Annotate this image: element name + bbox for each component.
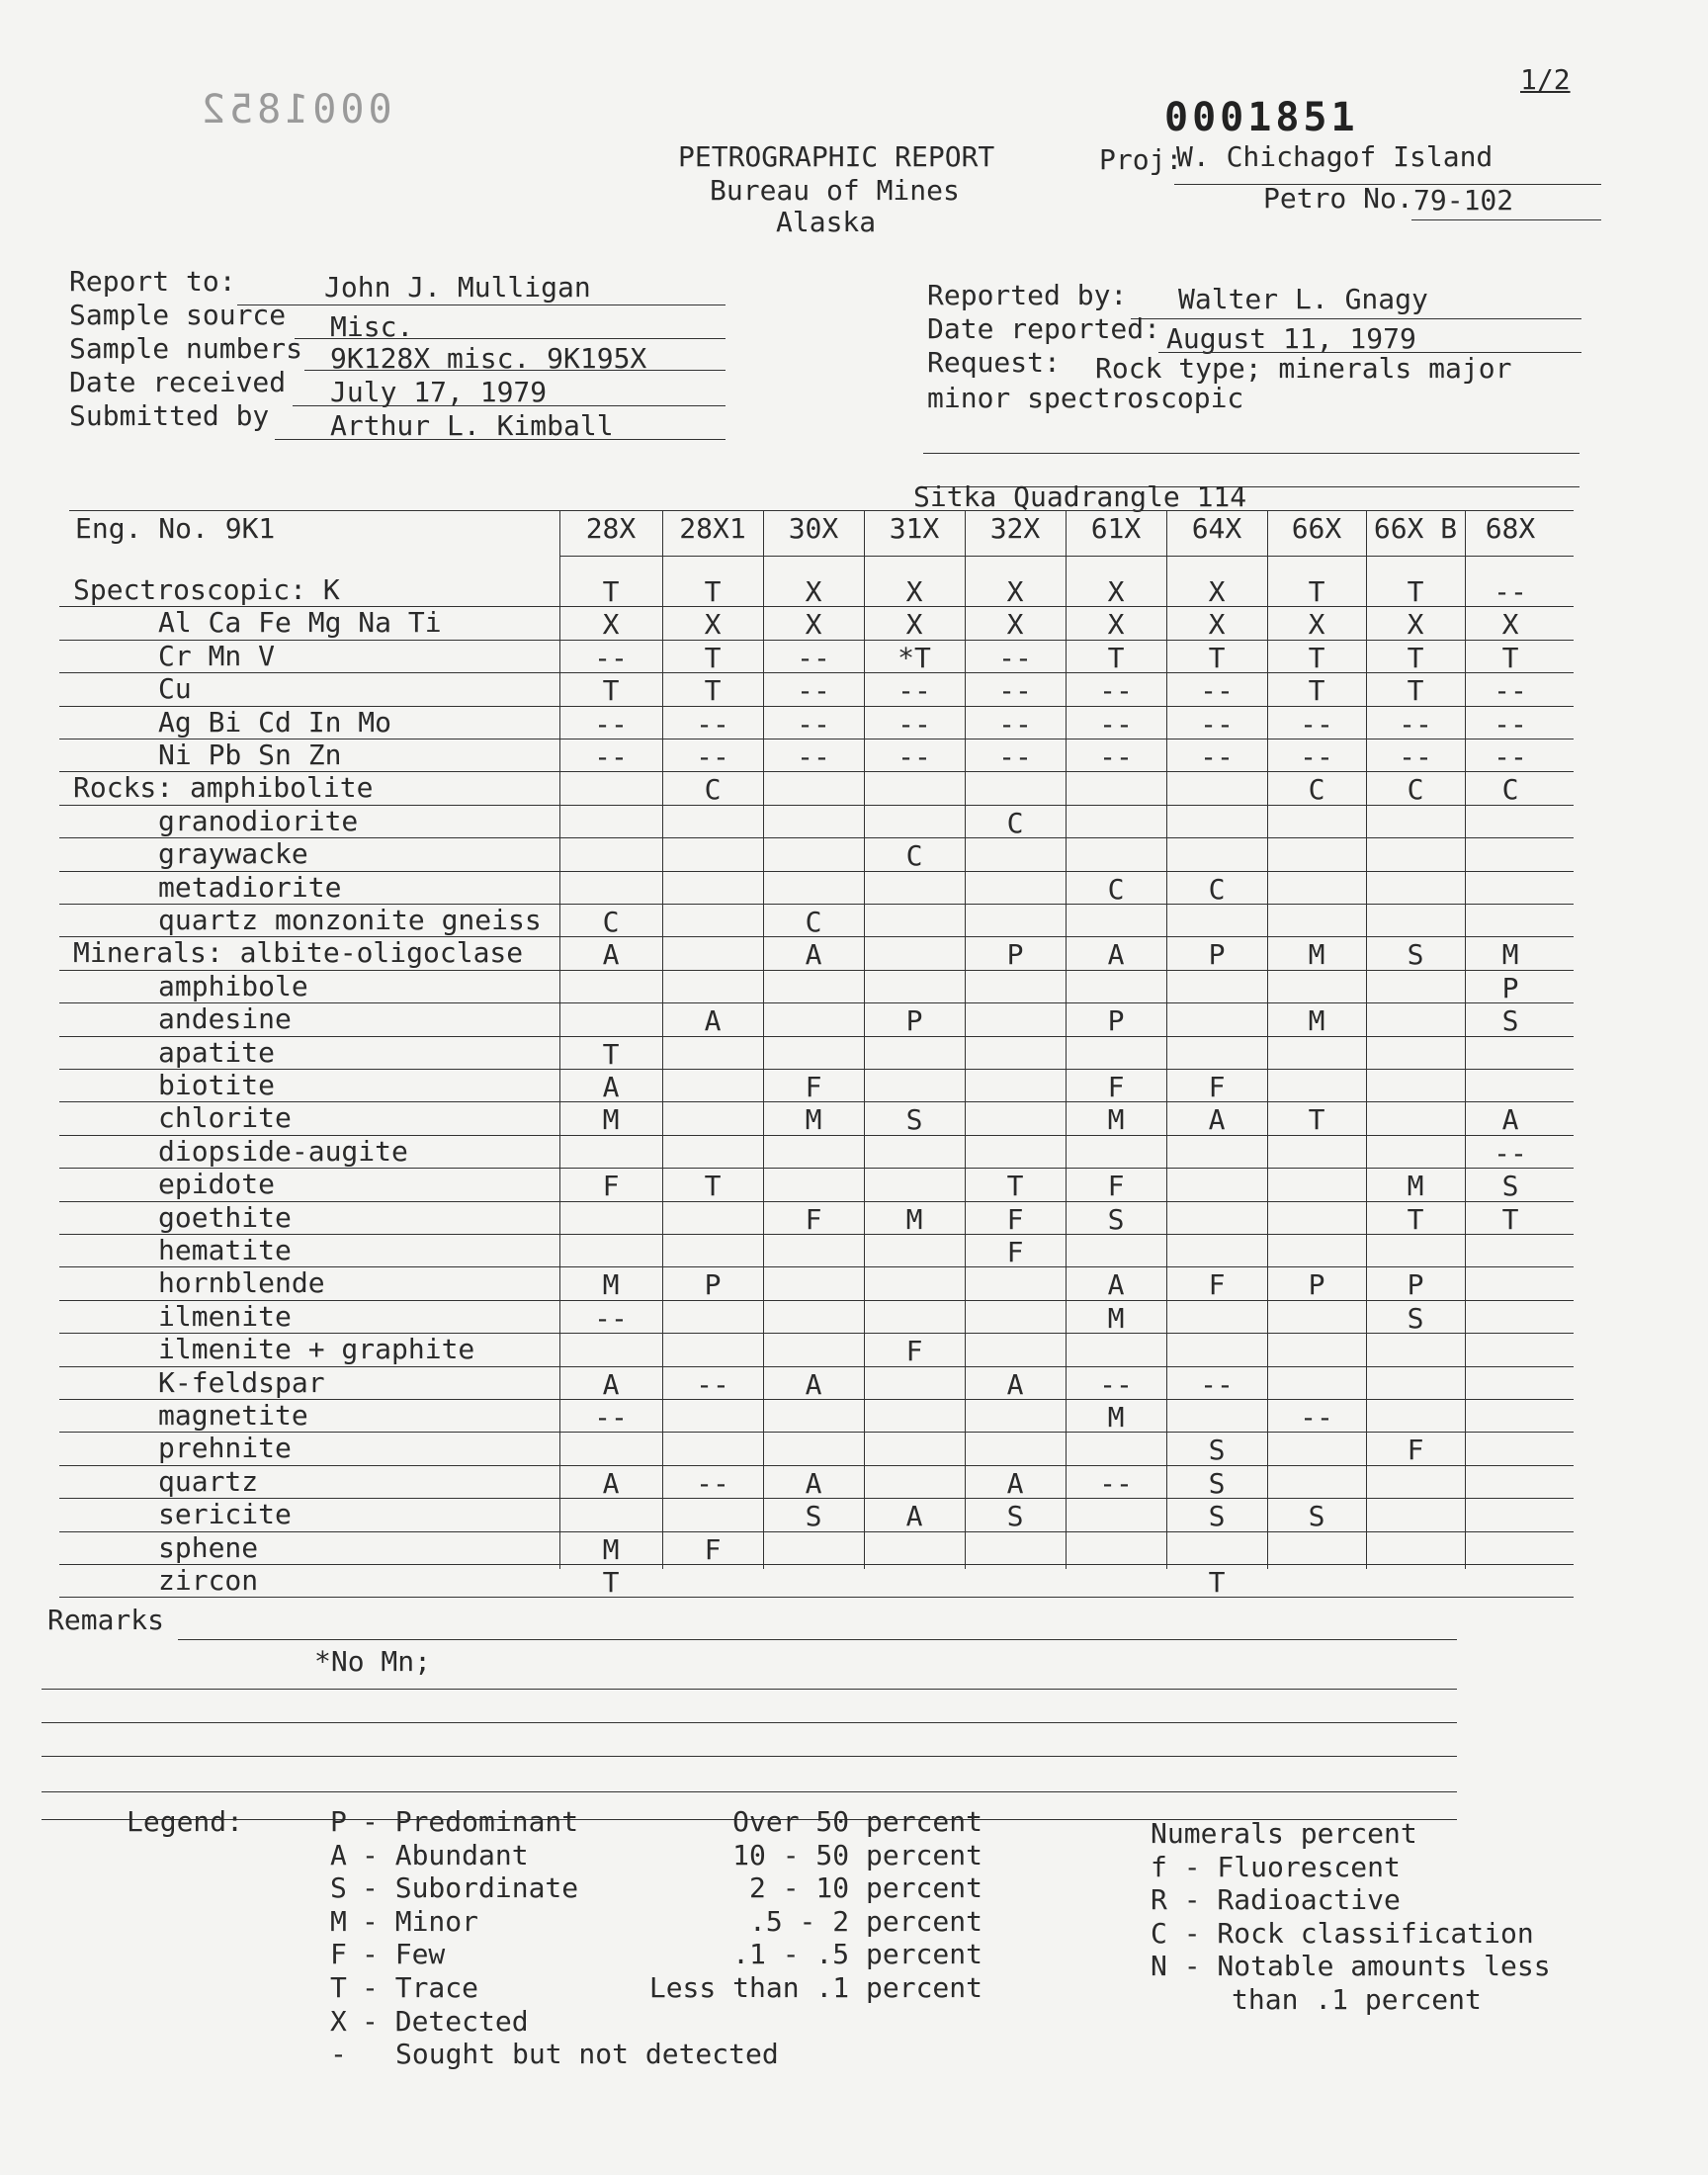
row-rule — [59, 1597, 1574, 1598]
legend-description: - Detected — [362, 2004, 529, 2038]
row-rule — [59, 1564, 1574, 1565]
table-cell: A — [1006, 1466, 1024, 1500]
row-label: hematite — [158, 1234, 292, 1266]
table-cell: A — [602, 1071, 620, 1103]
sample-source-value: Misc. — [330, 310, 414, 343]
table-cell: S — [1308, 1500, 1325, 1533]
table-cell: M — [1501, 938, 1519, 972]
row-rule — [59, 1168, 1574, 1169]
table-cell: A — [905, 1500, 923, 1533]
table-cell: T — [1208, 1566, 1226, 1599]
table-cell: F — [1107, 1170, 1125, 1203]
table-cell: X — [805, 575, 822, 608]
table-cell: -- — [1200, 740, 1234, 773]
table-cell: C — [1107, 872, 1125, 906]
table-cell: T — [1107, 641, 1125, 674]
legend-description: - Minor — [362, 1904, 479, 1938]
table-cell: P — [704, 1268, 722, 1302]
row-label: Al Ca Fe Mg Na Ti — [158, 606, 442, 640]
row-label: diopside-augite — [158, 1134, 408, 1168]
legend-code: P — [330, 1805, 347, 1838]
table-cell: T — [602, 1566, 620, 1599]
column-header: 28X — [585, 512, 637, 545]
proj-value: W. Chichagof Island — [1176, 140, 1494, 173]
petro-underline — [1411, 219, 1601, 220]
table-cell: -- — [594, 707, 628, 740]
table-cell: T — [1308, 674, 1325, 708]
remarks-rule — [42, 1689, 1457, 1690]
remarks-note: *No Mn; — [314, 1645, 432, 1678]
table-cell: -- — [1099, 707, 1133, 740]
table-cell: F — [602, 1170, 620, 1203]
row-label: sphene — [158, 1530, 259, 1564]
remarks-rule — [42, 1791, 1457, 1792]
table-cell: -- — [1494, 707, 1527, 740]
table-cell: T — [704, 674, 722, 708]
table-cell: -- — [897, 707, 931, 740]
table-cell: T — [704, 1170, 722, 1203]
table-cell: S — [1501, 1170, 1519, 1203]
table-cell: X — [1208, 575, 1226, 608]
table-cell: A — [805, 938, 822, 972]
row-label: ilmenite + graphite — [158, 1333, 475, 1366]
table-cell: P — [1407, 1268, 1424, 1302]
row-label: granodiorite — [158, 804, 359, 837]
report-to-label: Report to: — [69, 265, 236, 298]
legend-description: Sought but not detected — [395, 2038, 779, 2071]
column-header: 30X — [788, 512, 839, 545]
table-cell: X — [1308, 608, 1325, 642]
row-label: Spectroscopic: K — [73, 573, 340, 606]
table-cell: C — [1006, 806, 1024, 839]
legend-range: Less than .1 percent — [648, 1971, 982, 2004]
legend-range: .1 - .5 percent — [732, 1938, 982, 1971]
row-label: biotite — [158, 1069, 276, 1101]
row-label: epidote — [158, 1168, 276, 1201]
table-cell: *T — [897, 641, 931, 674]
agency-state: Alaska — [776, 206, 877, 238]
legend-description: - Trace — [362, 1971, 479, 2004]
table-cell: -- — [1099, 1466, 1133, 1500]
table-cell: T — [1006, 1170, 1024, 1203]
table-cell: -- — [897, 674, 931, 708]
table-cell: T — [1208, 641, 1226, 674]
table-cell: F — [805, 1202, 822, 1236]
table-cell: -- — [1099, 740, 1133, 773]
row-label: ilmenite — [158, 1299, 292, 1333]
legend-label: Legend: — [127, 1805, 244, 1838]
legend-range: .5 - 2 percent — [748, 1904, 982, 1938]
table-cell: -- — [696, 1367, 729, 1401]
legend-code: A — [330, 1838, 347, 1871]
request-line-1: Rock type; minerals major — [1095, 352, 1512, 385]
sample-numbers-underline — [304, 370, 726, 371]
table-cell: T — [602, 1037, 620, 1071]
table-cell: A — [704, 1004, 722, 1038]
table-cell: -- — [1200, 674, 1234, 708]
table-cell: S — [1407, 1301, 1424, 1335]
submitted-by-label: Submitted by — [69, 399, 270, 432]
table-cell: -- — [594, 1401, 628, 1434]
table-cell: -- — [1494, 575, 1527, 608]
table-cell: F — [1208, 1268, 1226, 1302]
legend-code: F — [330, 1938, 347, 1971]
row-label: goethite — [158, 1200, 292, 1234]
row-label: apatite — [158, 1035, 276, 1069]
table-cell: P — [1308, 1268, 1325, 1302]
table-cell: X — [1501, 608, 1519, 642]
document-stamp-number: 0001851 — [1164, 95, 1359, 140]
table-cell: A — [1107, 938, 1125, 972]
table-cell: -- — [1300, 1401, 1333, 1434]
table-cell: A — [602, 1367, 620, 1401]
remarks-rule — [42, 1722, 1457, 1723]
table-cell: T — [1308, 641, 1325, 674]
table-cell: X — [1107, 575, 1125, 608]
table-cell: S — [1407, 938, 1424, 972]
table-cell: -- — [1399, 740, 1432, 773]
table-cell: -- — [797, 641, 830, 674]
table-cell: C — [1501, 773, 1519, 807]
table-cell: X — [805, 608, 822, 642]
legend-note: than .1 percent — [1232, 1983, 1482, 2016]
table-cell: M — [602, 1532, 620, 1566]
column-header: 32X — [989, 512, 1041, 545]
table-cell: X — [1407, 608, 1424, 642]
table-cell: T — [1407, 674, 1424, 708]
row-label: Cu — [158, 672, 192, 706]
submitted-by-underline — [275, 439, 726, 440]
date-reported-label: Date reported: — [927, 312, 1161, 345]
table-cell: F — [1107, 1071, 1125, 1103]
column-header: 31X — [889, 512, 940, 545]
request-label: Request: — [927, 346, 1061, 379]
table-cell: A — [1107, 1268, 1125, 1302]
agency-name: Bureau of Mines — [710, 174, 960, 207]
legend-range: 2 - 10 percent — [748, 1871, 982, 1905]
table-cell: X — [905, 608, 923, 642]
table-cell: -- — [1300, 740, 1333, 773]
table-cell: A — [1006, 1367, 1024, 1401]
table-cell: T — [1308, 575, 1325, 608]
row-label: sericite — [158, 1498, 292, 1531]
table-cell: X — [1006, 575, 1024, 608]
table-cell: -- — [1399, 707, 1432, 740]
table-cell: P — [1501, 971, 1519, 1004]
table-cell: C — [1208, 872, 1226, 906]
column-header: 68X — [1485, 512, 1536, 545]
report-to-value: John J. Mulligan — [324, 271, 591, 304]
row-label: graywacke — [158, 837, 308, 871]
table-cell: -- — [998, 641, 1032, 674]
sample-numbers-value: 9K128X misc. 9K195X — [330, 342, 647, 375]
legend-note: Numerals percent — [1151, 1817, 1417, 1850]
petro-value: 79-102 — [1413, 184, 1514, 217]
table-cell: P — [1107, 1004, 1125, 1038]
table-cell: X — [1208, 608, 1226, 642]
table-cell: -- — [1099, 1367, 1133, 1401]
table-cell: -- — [1494, 674, 1527, 708]
sample-source-label: Sample source — [69, 299, 287, 331]
legend-code: - — [330, 2038, 347, 2071]
table-cell: T — [704, 641, 722, 674]
page-number: 1/2 — [1520, 63, 1571, 96]
table-cell: T — [1407, 575, 1424, 608]
column-header: 66X B — [1373, 512, 1458, 545]
table-cell: A — [1208, 1103, 1226, 1137]
legend-note: R - Radioactive — [1151, 1883, 1401, 1917]
proj-label: Proj: — [1099, 143, 1183, 176]
table-cell: -- — [1200, 1367, 1234, 1401]
table-cell: S — [805, 1500, 822, 1533]
table-cell: F — [1006, 1236, 1024, 1268]
column-header: 28X1 — [679, 512, 746, 545]
row-label: andesine — [158, 1002, 292, 1036]
legend-code: S — [330, 1871, 347, 1905]
legend-code: M — [330, 1904, 347, 1938]
table-cell: T — [1407, 1202, 1424, 1236]
table-cell: C — [704, 773, 722, 807]
table-cell: X — [704, 608, 722, 642]
table-cell: P — [905, 1004, 923, 1038]
reported-by-underline — [1131, 318, 1581, 319]
legend-code: T — [330, 1971, 347, 2004]
table-cell: S — [1208, 1466, 1226, 1500]
legend-description: - Abundant — [362, 1838, 529, 1871]
table-cell: -- — [594, 1301, 628, 1335]
table-cell: A — [805, 1367, 822, 1401]
row-label: quartz monzonite gneiss — [158, 904, 542, 936]
petro-label: Petro No. — [1263, 182, 1413, 215]
table-cell: M — [602, 1103, 620, 1137]
row-label: Cr Mn V — [158, 639, 276, 672]
table-cell: -- — [696, 740, 729, 773]
table-top-rule — [69, 510, 1574, 511]
date-reported-value: August 11, 1979 — [1166, 322, 1416, 355]
submitted-by-value: Arthur L. Kimball — [330, 409, 614, 442]
row-label: K-feldspar — [158, 1365, 325, 1399]
table-cell: M — [1308, 938, 1325, 972]
table-cell: P — [1006, 938, 1024, 972]
table-cell: -- — [696, 707, 729, 740]
table-cell: A — [1501, 1103, 1519, 1137]
table-cell: -- — [998, 707, 1032, 740]
legend-description: - Predominant — [362, 1805, 579, 1838]
legend-description: - Few — [362, 1938, 446, 1971]
table-cell: -- — [696, 1466, 729, 1500]
table-cell: T — [1501, 1202, 1519, 1236]
table-cell: T — [1308, 1103, 1325, 1137]
table-cell: S — [1208, 1434, 1226, 1467]
reported-by-label: Reported by: — [927, 279, 1128, 311]
row-label: prehnite — [158, 1432, 292, 1465]
table-cell: C — [905, 839, 923, 873]
legend-note: C - Rock classification — [1151, 1916, 1534, 1950]
table-cell: T — [1501, 641, 1519, 674]
table-cell: M — [602, 1268, 620, 1302]
table-cell: T — [602, 575, 620, 608]
table-cell: S — [1006, 1500, 1024, 1533]
row-label: chlorite — [158, 1101, 292, 1135]
table-cell: F — [905, 1335, 923, 1368]
report-to-underline — [237, 304, 726, 305]
table-cell: C — [1407, 773, 1424, 807]
date-received-value: July 17, 1979 — [330, 376, 548, 408]
report-title: PETROGRAPHIC REPORT — [678, 140, 995, 173]
row-label: hornblende — [158, 1266, 325, 1300]
eng-no-label: Eng. No. 9K1 — [75, 512, 276, 545]
row-rule — [59, 1465, 1574, 1466]
table-cell: S — [1107, 1202, 1125, 1236]
table-cell: S — [905, 1103, 923, 1137]
table-cell: F — [805, 1071, 822, 1103]
table-cell: A — [805, 1466, 822, 1500]
row-label: Ni Pb Sn Zn — [158, 739, 342, 771]
table-cell: X — [1006, 608, 1024, 642]
table-cell: X — [602, 608, 620, 642]
legend-note: f - Fluorescent — [1151, 1850, 1401, 1883]
table-cell: F — [1006, 1202, 1024, 1236]
row-label: Minerals: albite-oligoclase — [73, 936, 524, 970]
legend-description: - Subordinate — [362, 1871, 579, 1905]
table-cell: A — [602, 938, 620, 972]
table-cell: -- — [998, 674, 1032, 708]
table-cell: C — [602, 906, 620, 938]
table-cell: M — [905, 1202, 923, 1236]
column-header: 66X — [1291, 512, 1342, 545]
table-cell: -- — [797, 707, 830, 740]
table-cell: C — [1308, 773, 1325, 807]
request-line-2: minor spectroscopic — [927, 382, 1244, 414]
legend-note: N - Notable amounts less — [1151, 1950, 1551, 1983]
table-cell: F — [704, 1532, 722, 1566]
table-cell: -- — [998, 740, 1032, 773]
row-rule — [59, 1069, 1574, 1070]
table-cell: M — [1407, 1170, 1424, 1203]
legend-range: Over 50 percent — [732, 1805, 982, 1838]
faint-stamp-number: 0001852 — [198, 87, 392, 132]
table-cell: M — [1107, 1301, 1125, 1335]
table-cell: -- — [1099, 674, 1133, 708]
remarks-label: Remarks — [47, 1604, 165, 1636]
table-cell: -- — [594, 641, 628, 674]
table-cell: -- — [1300, 707, 1333, 740]
sample-numbers-label: Sample numbers — [69, 332, 303, 365]
table-cell: -- — [594, 740, 628, 773]
legend-range: 10 - 50 percent — [732, 1838, 982, 1871]
legend-code: X — [330, 2004, 347, 2038]
column-header: 61X — [1090, 512, 1142, 545]
table-cell: -- — [897, 740, 931, 773]
table-cell: T — [704, 575, 722, 608]
table-cell: C — [805, 906, 822, 938]
row-label: zircon — [158, 1564, 259, 1597]
table-cell: P — [1208, 938, 1226, 972]
table-cell: M — [1107, 1103, 1125, 1137]
row-label: amphibole — [158, 969, 308, 1002]
table-cell: A — [602, 1466, 620, 1500]
request-blank-line-1 — [923, 453, 1580, 454]
table-cell: -- — [1494, 740, 1527, 773]
table-cell: T — [1407, 641, 1424, 674]
quadrangle-label: Sitka Quadrangle 114 — [913, 480, 1247, 513]
table-cell: -- — [797, 674, 830, 708]
table-cell: T — [602, 674, 620, 708]
row-label: Rocks: amphibolite — [73, 771, 374, 805]
date-received-label: Date received — [69, 366, 287, 398]
table-cell: -- — [797, 740, 830, 773]
table-cell: M — [805, 1103, 822, 1137]
table-cell: F — [1407, 1434, 1424, 1467]
table-cell: S — [1208, 1500, 1226, 1533]
table-cell: -- — [1200, 707, 1234, 740]
table-cell: M — [1308, 1004, 1325, 1038]
table-cell: X — [905, 575, 923, 608]
table-cell: X — [1107, 608, 1125, 642]
remarks-rule — [42, 1756, 1457, 1757]
row-label: quartz — [158, 1464, 259, 1498]
row-label: metadiorite — [158, 870, 342, 904]
table-cell: F — [1208, 1071, 1226, 1103]
table-cell: -- — [1494, 1136, 1527, 1170]
row-label: Ag Bi Cd In Mo — [158, 705, 392, 739]
reported-by-value: Walter L. Gnagy — [1178, 283, 1428, 315]
column-header: 64X — [1191, 512, 1242, 545]
table-cell: S — [1501, 1004, 1519, 1038]
sample-source-underline — [295, 338, 726, 339]
date-received-underline — [293, 405, 726, 406]
remarks-rule — [178, 1639, 1457, 1640]
table-cell: M — [1107, 1401, 1125, 1434]
header-bottom-rule — [559, 556, 1574, 557]
row-label: magnetite — [158, 1399, 308, 1432]
